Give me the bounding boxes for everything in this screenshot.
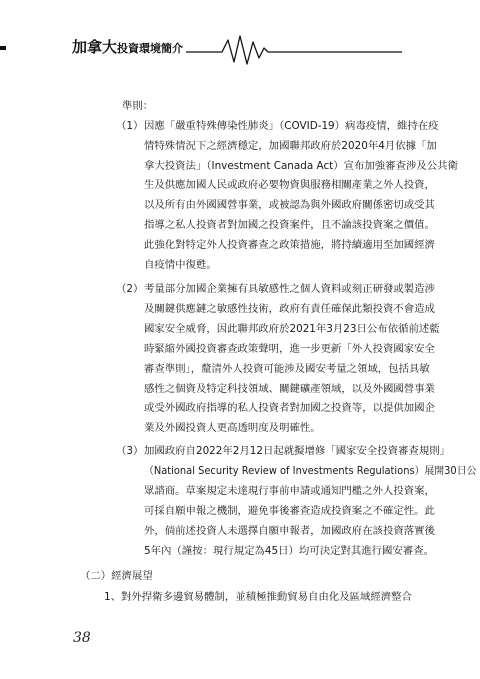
item-line: 及關鍵供應鏈之敏感性技術，政府有責任確保此類投資不會造成: [144, 303, 435, 315]
running-header-title: [72, 36, 183, 57]
item-line: 加國政府自2022年2月12日起就擬增修「國家安全投資審查規則」: [144, 445, 451, 457]
item-line: 5年內（謹按：現行規定為45日）均可決定對其進行國安審查。: [144, 545, 434, 557]
header-title-small: 投資環境簡介: [117, 42, 184, 55]
subsection-heading: 1、對外捍衛多邊貿易體制，並積極推動貿易自由化及區域經濟整合: [104, 591, 412, 603]
item-line: 情特殊情況下之經濟穩定，加國聯邦政府於2020年4月依據「加: [144, 140, 437, 152]
item-number: （1）: [116, 120, 144, 132]
heartbeat-line-icon: [186, 36, 402, 64]
criteria-lead: 準則：: [122, 100, 154, 112]
item-number: （2）: [116, 283, 144, 295]
item-line: （National Security Review of Investments Regulations）展開30日公: [144, 465, 477, 477]
section-heading: （二）經濟展望: [80, 570, 153, 582]
item-line: 此強化對特定外人投資審查之政策措施，將持續適用至加國經濟: [144, 239, 435, 251]
item-line: 指導之私人投資者對加國之投資案件，且不論該投資案之價值。: [144, 219, 435, 231]
header-left-bar: [0, 46, 6, 50]
item-line: 自疫情中復甦。: [144, 259, 217, 271]
item-line: 外，倘前述投資人未選擇自願申報者，加國政府在該投資落實後: [144, 525, 435, 537]
item-line: 考量部分加國企業擁有具敏感性之個人資料或刻正研發或製造涉: [144, 283, 435, 295]
item-line: 或受外國政府指導的私人投資者對加國之投資等，以提供加國企: [144, 402, 435, 414]
header-title-big: 加拿大: [72, 38, 118, 56]
item-line: 時緊縮外國投資審查政策聲明，進一步更新「外人投資國家安全: [144, 343, 435, 355]
item-line: 國家安全威脅，因此聯邦政府於2021年3月23日公布依循前述藍: [144, 323, 440, 335]
item-line: 以及所有由外國國營事業，或被認為與外國政府關係密切或受其: [144, 199, 435, 211]
item-line: 業及外國投資人更高透明度及明確性。: [144, 422, 321, 434]
item-line: 可採自願申報之機制，避免事後審查造成投資案之不確定性。此: [144, 505, 435, 517]
page-number: 38: [73, 630, 91, 646]
item-line: 生及供應加國人民或政府必要物資與服務相關產業之外人投資，: [144, 179, 435, 191]
item-line: 眾諮商。草案規定未達現行事前申請或通知門檻之外人投資案，: [144, 485, 435, 497]
item-line: 審查準則」，釐清外人投資可能涉及國安考量之領域，包括具敏: [144, 363, 430, 375]
item-line: 拿大投資法」（Investment Canada Act）宣布加強審查涉及公共衛: [144, 160, 458, 172]
item-line: 感性之個資及特定科技領域、關鍵礦產領域，以及外國國營事業: [144, 383, 435, 395]
item-number: （3）: [116, 445, 144, 457]
item-line: 因應「嚴重特殊傳染性肺炎」（COVID-19）病毒疫情，維持在疫: [144, 120, 439, 132]
